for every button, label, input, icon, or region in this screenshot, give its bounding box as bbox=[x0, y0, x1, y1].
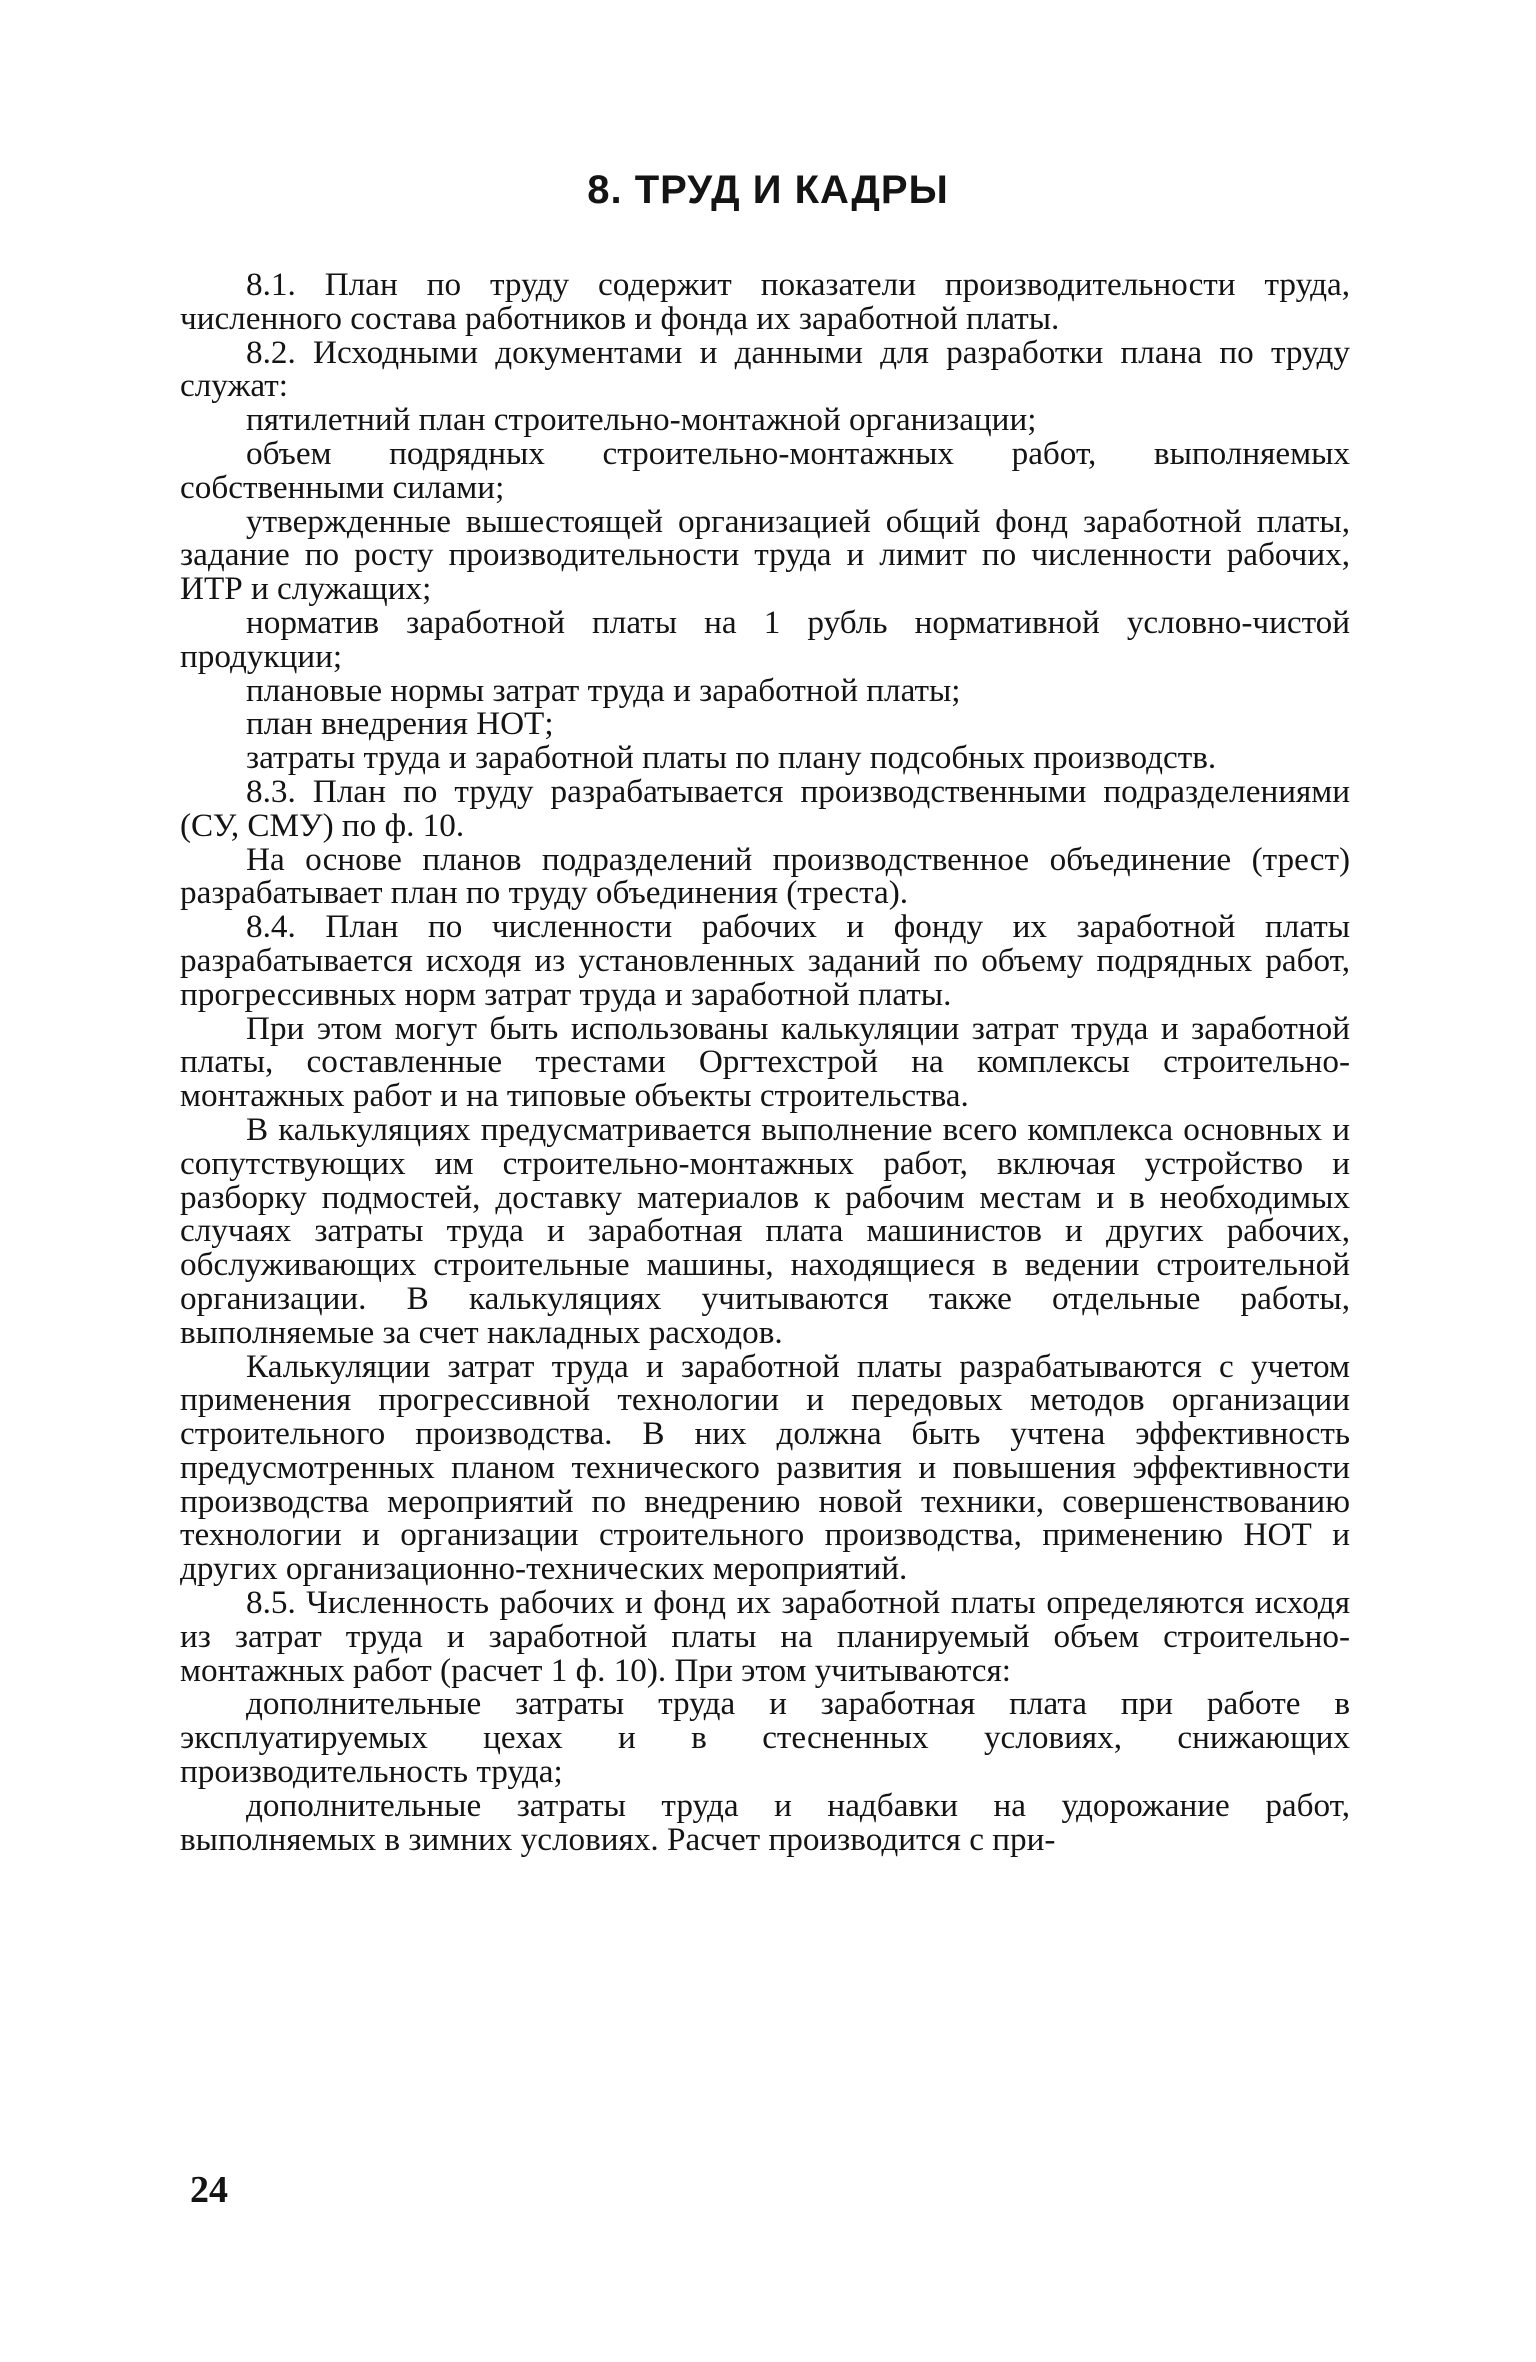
paragraph: затраты труда и заработной платы по плану подсобных производств. bbox=[246, 739, 1217, 777]
paragraph: пятилетний план строительно-монтажной организации; bbox=[246, 401, 1037, 439]
paragraph: объем подрядных строительно-монтажных работ, выполняемых собственными силами; bbox=[180, 434, 1350, 506]
paragraph: 8.3. План по труду разрабатывается производственными подразделениями (СУ, СМУ) по ф. 10. bbox=[180, 772, 1350, 844]
paragraph: 8.4. План по численности рабочих и фонду их заработной платы разрабатывается исходя из установленных заданий по объему подрядных работ, прогрессивных норм затрат труда и заработной платы. bbox=[180, 908, 1350, 1013]
page-number: 24 bbox=[190, 2169, 228, 2211]
paragraph: Калькуляции затрат труда и заработной платы разрабатываются с учетом применения прогрессивной технологии и передовых методов организации строительного производства. В них должна быть учтена эффективность предусмотренных планом технического развития и повышения эффективности производства мероприятий по внедрению новой техники, совершенствованию технологии и организации строительного производства, применению НОТ и других организационно-технических мероприятий. bbox=[180, 1347, 1350, 1588]
paragraph: В калькуляциях предусматривается выполнение всего комплекса основных и сопутствующих им строительно-монтажных работ, включая устройство и разборку подмостей, доставку материалов к рабочим местам и в необходимых случаях затраты труда и заработная плата машинистов и других рабочих, обслуживающих строительные машины, находящиеся в ведении строительной организации. В калькуляциях учитываются также отдельные работы, выполняемые за счет накладных расходов. bbox=[180, 1110, 1350, 1351]
paragraph: 8.5. Численность рабочих и фонд их заработной платы определяются исходя из затрат труда и заработной платы на планируемый объем строительно-монтажных работ (расчет 1 ф. 10). При этом учитываются: bbox=[180, 1584, 1350, 1689]
paragraph: дополнительные затраты труда и заработная плата при работе в эксплуатируемых цехах и в стесненных условиях, снижающих производительность труда; bbox=[180, 1685, 1350, 1791]
paragraph: плановые нормы затрат труда и заработной платы; bbox=[246, 671, 961, 709]
paragraph: 8.2. Исходными документами и данными для разработки плана по труду служат: bbox=[180, 333, 1350, 405]
paragraph: дополнительные затраты труда и надбавки на удорожание работ, выполняемых в зимних условиях. Расчет производится с при- bbox=[180, 1786, 1350, 1858]
paragraph: норматив заработной платы на 1 рубль нормативной условно-чистой продукции; bbox=[180, 603, 1350, 675]
paragraph: На основе планов подразделений производственное объединение (трест) разрабатывает план по труду объединения (треста). bbox=[180, 840, 1350, 912]
paragraph: план внедрения НОТ; bbox=[246, 705, 554, 743]
body-text bbox=[180, 268, 1350, 1856]
paragraph: 8.1. План по труду содержит показатели производительности труда, численного состава работников и фонда их заработной платы. bbox=[180, 266, 1350, 337]
section-title: 8. ТРУД И КАДРЫ bbox=[587, 168, 949, 212]
paragraph: утвержденные вышестоящей организацией общий фонд заработной платы, задание по росту производительности труда и лимит по численности рабочих, ИТР и служащих; bbox=[180, 502, 1350, 608]
paragraph: При этом могут быть использованы калькуляции затрат труда и заработной платы, составленные трестами Оргтехстрой на комплексы строительно-монтажных работ и на типовые объекты строительства. bbox=[180, 1009, 1350, 1115]
